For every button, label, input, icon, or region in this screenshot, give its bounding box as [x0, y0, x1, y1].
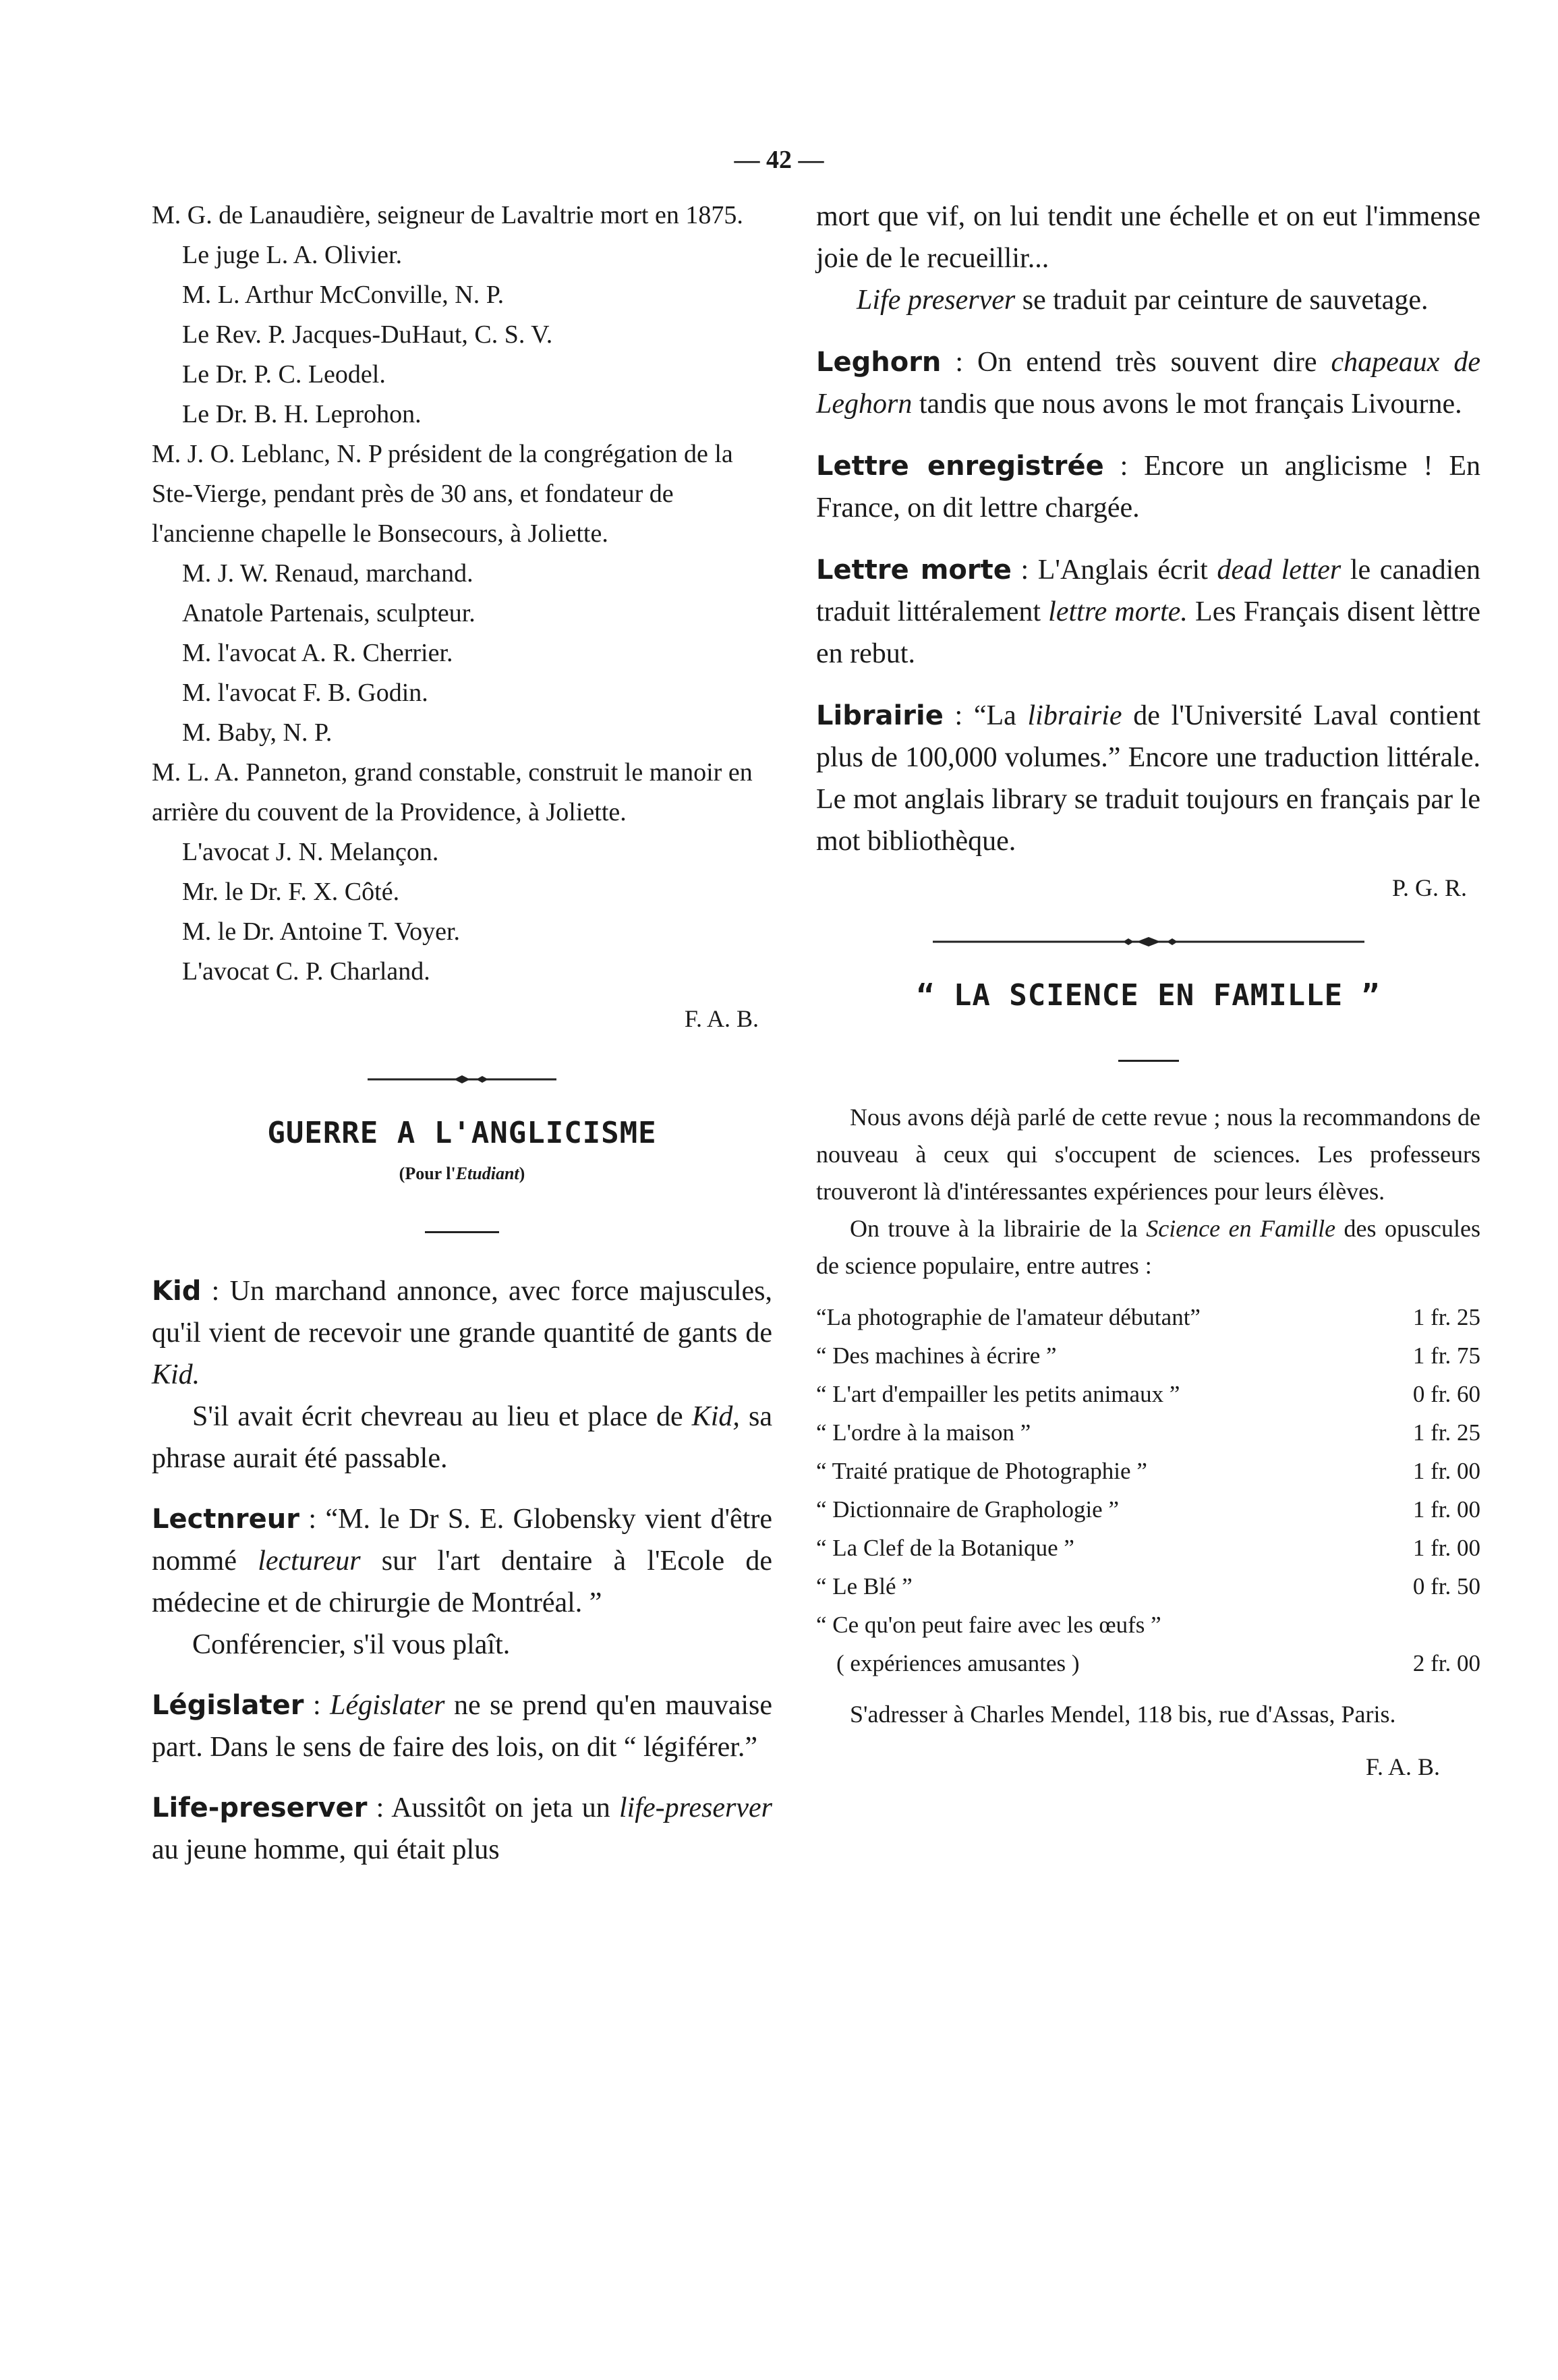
intro-paragraph: Nous avons déjà parlé de cette revue ; nous la recommandons de nouveau à ceux qui s'occupent de sciences. Les professeurs trouveront là d'intéressantes expériences pour leurs élèves.	[816, 1104, 1480, 1205]
list-item: M. le Dr. Antoine T. Voyer.	[182, 917, 461, 946]
ornament-divider	[152, 1073, 772, 1075]
entry-kid: Kid : Un marchand annonce, avec force majuscules, qu'il vient de recevoir une grande quantité de gants de Kid. S'il avait écrit chevreau au lieu et place de Kid, sa phrase aurait été passable.	[152, 1276, 772, 1474]
list-item: “ La Clef de la Botanique ” 1 fr. 00	[816, 1535, 1480, 1561]
list-item: L'avocat C. P. Charland.	[182, 957, 430, 986]
list-item: “ Dictionnaire de Graphologie ” 1 fr. 00	[816, 1496, 1480, 1523]
list-item: Mr. le Dr. F. X. Côté.	[182, 878, 400, 906]
entry-life-preserver-translation: Life preserver se traduit par ceinture de sauvetage.	[857, 285, 1429, 316]
signature: P. G. R.	[1391, 874, 1467, 901]
list-item: Le Rev. P. Jacques-DuHaut, C. S. V.	[182, 320, 553, 349]
list-item: ( expériences amusantes ) 2 fr. 00	[836, 1650, 1480, 1676]
page-number: — 42 —	[734, 146, 824, 174]
signature: F. A. B.	[1365, 1753, 1440, 1780]
entry-life-preserver: Life-preserver : Aussitôt on jeta un life-preserver au jeune homme, qui était plus	[152, 1792, 772, 1865]
list-item: “ Traité pratique de Photographie ” 1 fr. 00	[816, 1458, 1480, 1484]
signature: F. A. B.	[684, 1005, 759, 1032]
entry-legislater: Législater : Législater ne se prend qu'en mauvaise part. Dans le sens de faire des lois, on dit “ légiférer.”	[152, 1690, 772, 1763]
section-title: GUERRE A L'ANGLICISME	[267, 1116, 657, 1150]
list-item: M. L. A. Panneton, grand constable, construit le manoir en arrière du couvent de la Providence, à Joliette.	[152, 758, 753, 826]
list-item: M. l'avocat A. R. Cherrier.	[182, 639, 453, 667]
list-item: M. l'avocat F. B. Godin.	[182, 679, 428, 707]
entry-continuation: mort que vif, on lui tendit une échelle et on eut l'immense joie de le recueillir...	[816, 201, 1480, 274]
entry-leghorn: Leghorn : On entend très souvent dire chapeaux de Leghorn tandis que nous avons le mot français Livourne.	[816, 347, 1480, 420]
section-subtitle: (Pour l'Etudiant)	[399, 1164, 525, 1183]
list-item: “ Ce qu'on peut faire avec les œufs ”	[816, 1612, 1161, 1638]
list-item: “ Des machines à écrire ” 1 fr. 75	[816, 1342, 1480, 1369]
price-list	[816, 1298, 1480, 1682]
list-item: “ L'art d'empailler les petits animaux ” 0 fr. 60	[816, 1381, 1480, 1407]
right-column	[816, 196, 1480, 1787]
list-item: “ Le Blé ” 0 fr. 50	[816, 1573, 1480, 1599]
list-item: Anatole Partenais, sculpteur.	[182, 599, 475, 627]
left-column	[152, 196, 772, 1871]
entry-lettre-morte: Lettre morte : L'Anglais écrit dead letter le canadien traduit littéralement lettre morte. Les Français disent lèttre en rebut.	[816, 555, 1481, 669]
list-item: M. L. Arthur McConville, N. P.	[182, 281, 504, 309]
intro-paragraph-2: On trouve à la librairie de la Science en Famille des opuscules de science populaire, entre autres :	[816, 1215, 1480, 1279]
list-item: L'avocat J. N. Melançon.	[182, 838, 439, 866]
list-item: M. J. O. Leblanc, N. P président de la congrégation de la Ste-Vierge, pendant près de 30 ans, et fondateur de l'ancienne chapelle le Bonsecours, à Joliette.	[152, 440, 733, 548]
list-item: M. G. de Lanaudière, seigneur de Lavaltrie mort en 1875.	[152, 201, 743, 229]
list-item: Le juge L. A. Olivier.	[182, 241, 403, 269]
list-item: Le Dr. P. C. Leodel.	[182, 360, 386, 389]
ornament-divider	[816, 935, 1480, 938]
address: S'adresser à Charles Mendel, 118 bis, rue d'Assas, Paris.	[850, 1701, 1396, 1728]
names-list	[152, 196, 772, 992]
section-title: “ LA SCIENCE EN FAMILLE ”	[916, 978, 1381, 1013]
list-item: “ L'ordre à la maison ” 1 fr. 25	[816, 1419, 1480, 1446]
entry-lettre-enregistree: Lettre enregistrée : Encore un anglicisme ! En France, on dit lettre chargée.	[816, 451, 1481, 523]
list-item: “La photographie de l'amateur débutant” 1 fr. 25	[816, 1304, 1480, 1330]
list-item: Le Dr. B. H. Leprohon.	[182, 400, 422, 428]
entry-librairie: Librairie : “La librairie de l'Université Laval contient plus de 100,000 volumes.” Encore une traduction littérale. Le mot anglais library se traduit toujours en français par le mot bibliothèque.	[816, 700, 1480, 857]
list-item: M. J. W. Renaud, marchand.	[182, 559, 473, 588]
list-item: M. Baby, N. P.	[182, 718, 333, 747]
entry-lectureur: Lectnreur : “M. le Dr S. E. Globensky vient d'être nommé lectureur sur l'art dentaire à l'Ecole de médecine et de chirurgie de Montréal. ” Conférencier, s'il vous plaît.	[152, 1504, 772, 1660]
